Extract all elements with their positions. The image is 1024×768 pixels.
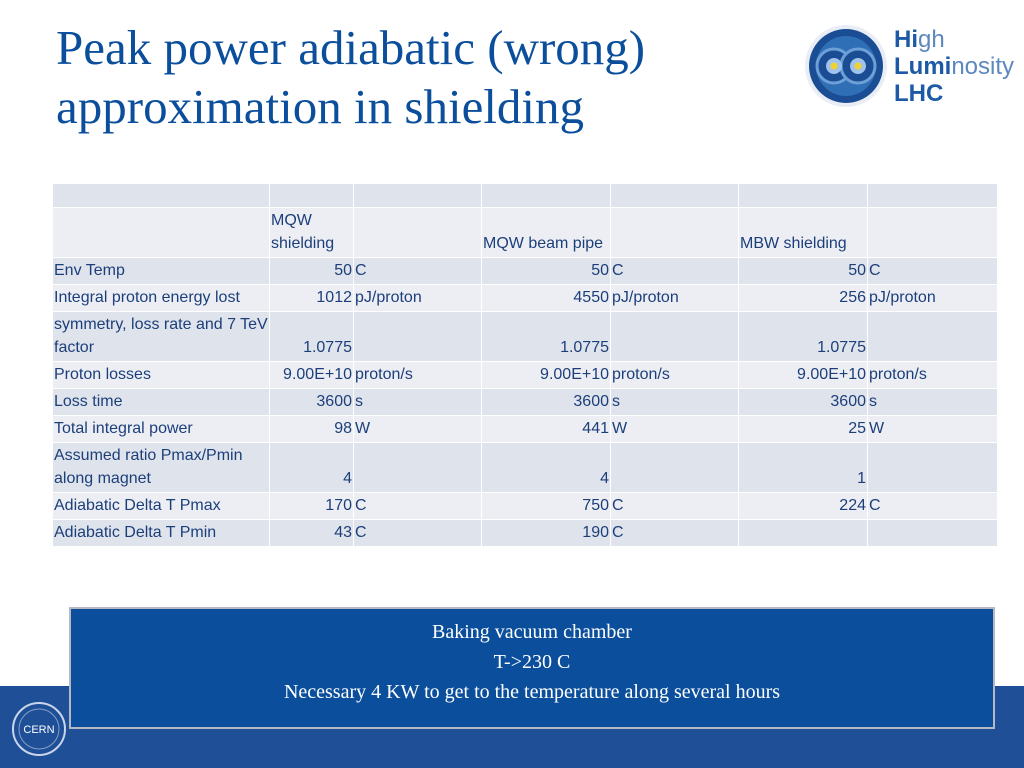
logo-text-gh: gh xyxy=(918,26,945,53)
table-row xyxy=(53,520,998,547)
unit-cell: proton/s xyxy=(611,362,739,389)
value-cell: 1.0775 xyxy=(739,312,868,362)
value-cell: 190 xyxy=(482,520,611,547)
cern-logo-icon xyxy=(10,700,68,758)
unit-cell: C xyxy=(354,520,482,547)
hilumi-logo xyxy=(803,18,1023,118)
value-cell: 1.0775 xyxy=(270,312,354,362)
unit-cell: C xyxy=(611,493,739,520)
logo-text-hi: Hi xyxy=(894,26,918,53)
unit-cell: W xyxy=(611,416,739,443)
value-cell: 3600 xyxy=(270,389,354,416)
unit-cell xyxy=(611,443,739,493)
value-cell: 750 xyxy=(482,493,611,520)
value-cell: 3600 xyxy=(482,389,611,416)
row-label-cell: Adiabatic Delta T Pmin xyxy=(53,520,270,547)
value-cell: 9.00E+10 xyxy=(270,362,354,389)
value-cell: 1012 xyxy=(270,285,354,312)
row-label-cell: Env Temp xyxy=(53,258,270,285)
header-cell xyxy=(868,208,998,258)
table-row xyxy=(53,416,998,443)
unit-cell: proton/s xyxy=(868,362,998,389)
unit-cell: W xyxy=(868,416,998,443)
shielding-data-table xyxy=(52,183,998,547)
value-cell xyxy=(739,520,868,547)
cern-logo-text: CERN xyxy=(23,724,55,736)
unit-cell: s xyxy=(868,389,998,416)
row-label-cell: Proton losses xyxy=(53,362,270,389)
value-cell: 3600 xyxy=(739,389,868,416)
header-cell xyxy=(354,208,482,258)
table-row xyxy=(53,285,998,312)
table-row xyxy=(53,493,998,520)
unit-cell: proton/s xyxy=(354,362,482,389)
value-cell: 1 xyxy=(739,443,868,493)
header-cell: MQW beam pipe xyxy=(482,208,611,258)
value-cell: 50 xyxy=(270,258,354,285)
value-cell: 256 xyxy=(739,285,868,312)
table-row xyxy=(53,362,998,389)
unit-cell: s xyxy=(354,389,482,416)
row-label-cell: Integral proton energy lost xyxy=(53,285,270,312)
row-label-cell: symmetry, loss rate and 7 TeV factor xyxy=(53,312,270,362)
unit-cell: pJ/proton xyxy=(354,285,482,312)
unit-cell: W xyxy=(354,416,482,443)
callout-line-1: Baking vacuum chamber xyxy=(432,621,632,643)
unit-cell: C xyxy=(611,258,739,285)
value-cell: 9.00E+10 xyxy=(739,362,868,389)
table-body xyxy=(53,184,998,547)
callout-box xyxy=(69,607,995,729)
value-cell: 98 xyxy=(270,416,354,443)
row-label-cell: Adiabatic Delta T Pmax xyxy=(53,493,270,520)
header-cell: MBW shielding xyxy=(739,208,868,258)
title-line-2: approximation in shielding xyxy=(56,79,585,134)
slide-title xyxy=(56,18,776,136)
logo-text-lumi: Lumi xyxy=(894,53,952,80)
table-header-row xyxy=(53,208,998,258)
value-cell: 25 xyxy=(739,416,868,443)
unit-cell xyxy=(354,443,482,493)
unit-cell: C xyxy=(611,520,739,547)
unit-cell xyxy=(868,520,998,547)
logo-text-nosity: nosity xyxy=(951,53,1015,80)
row-label-cell: Assumed ratio Pmax/Pmin along magnet xyxy=(53,443,270,493)
table-spacer-row xyxy=(53,184,998,208)
unit-cell: C xyxy=(354,493,482,520)
callout-line-3: Necessary 4 KW to get to the temperature along several hours xyxy=(283,681,781,703)
value-cell: 441 xyxy=(482,416,611,443)
unit-cell xyxy=(868,443,998,493)
value-cell: 4 xyxy=(270,443,354,493)
title-line-1: Peak power adiabatic (wrong) xyxy=(56,20,646,75)
row-label-cell: Loss time xyxy=(53,389,270,416)
callout-line-2: T->230 C xyxy=(493,651,571,673)
unit-cell: pJ/proton xyxy=(611,285,739,312)
hilumi-logo-icon xyxy=(803,22,889,110)
table-row xyxy=(53,312,998,362)
unit-cell xyxy=(868,312,998,362)
value-cell: 4550 xyxy=(482,285,611,312)
header-cell xyxy=(611,208,739,258)
value-cell: 1.0775 xyxy=(482,312,611,362)
unit-cell: C xyxy=(354,258,482,285)
value-cell: 50 xyxy=(739,258,868,285)
value-cell: 4 xyxy=(482,443,611,493)
value-cell: 224 xyxy=(739,493,868,520)
unit-cell: C xyxy=(868,258,998,285)
logo-text-lhc: LHC xyxy=(894,80,944,107)
unit-cell xyxy=(354,312,482,362)
unit-cell: s xyxy=(611,389,739,416)
header-cell xyxy=(53,208,270,258)
table-row xyxy=(53,258,998,285)
header-cell: MQW shielding xyxy=(270,208,354,258)
table-row xyxy=(53,443,998,493)
table-row xyxy=(53,389,998,416)
value-cell: 9.00E+10 xyxy=(482,362,611,389)
value-cell: 170 xyxy=(270,493,354,520)
value-cell: 50 xyxy=(482,258,611,285)
value-cell: 43 xyxy=(270,520,354,547)
unit-cell: C xyxy=(868,493,998,520)
row-label-cell: Total integral power xyxy=(53,416,270,443)
unit-cell xyxy=(611,312,739,362)
hilumi-logo-text xyxy=(894,26,1014,107)
unit-cell: pJ/proton xyxy=(868,285,998,312)
